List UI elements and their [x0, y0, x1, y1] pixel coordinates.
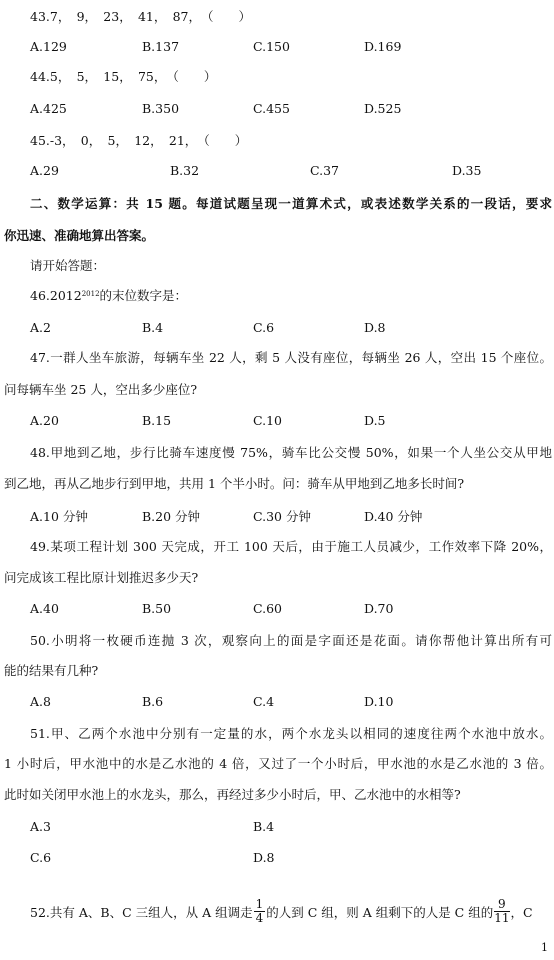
question-47: 47.一群人坐车旅游，每辆车坐 22 人，剩 5 人没有座位，每辆坐 26 人，空出 15 个座位。	[30, 350, 552, 365]
question-45: 45.-3， 0， 5， 12， 21， （ ）	[30, 133, 248, 148]
option-c: C.150	[253, 39, 290, 54]
question-52	[30, 896, 552, 930]
question-44: 44.5， 5， 15， 75， （ ）	[30, 69, 217, 84]
question-46	[30, 284, 554, 308]
fraction-one-quarter	[254, 898, 266, 925]
question-50-options	[0, 690, 554, 714]
option-d: D.40 分钟	[364, 509, 423, 524]
option-b: B.15	[142, 413, 172, 428]
section-heading-cont: 你迅速、准确地算出答案。	[4, 228, 155, 243]
option-a: A.29	[30, 163, 59, 178]
question-51-cont: 1 小时后，甲水池中的水是乙水池的 4 倍，又过了一个小时后，甲水池的水是乙水池的 3 倍。	[4, 756, 552, 771]
question-49-cont: 问完成该工程比原计划推迟多少天?	[4, 570, 199, 585]
q52-part3: ，C	[510, 905, 533, 920]
question-51-cont2: 此时如关闭甲水池上的水龙头，那么，再经过多少小时后，甲、乙水池中的水相等?	[4, 787, 461, 802]
q46-base: 46.2012	[30, 288, 82, 303]
question-43-options	[0, 35, 554, 59]
fraction-nine-elevenths	[494, 898, 509, 925]
question-47-cont: 问每辆车坐 25 人，空出多少座位?	[4, 382, 198, 397]
q46-exponent: 2012	[81, 290, 100, 298]
option-c: C.6	[253, 320, 275, 335]
q52-part2: 的人到 C 组，则 A 组剩下的人是 C 组的	[266, 905, 494, 920]
q52-part1: 52.共有 A、B、C 三组人，从 A 组调走	[30, 905, 253, 920]
frac2-numerator: 9	[494, 898, 509, 912]
section-heading: 二、数学运算：共 15 题。每道试题呈现一道算术式，或表述数学关系的一段话，要求	[30, 196, 552, 211]
option-b: B.4	[142, 320, 164, 335]
frac2-denominator: 11	[494, 911, 510, 925]
option-a: A.10 分钟	[30, 509, 88, 524]
question-47-options	[0, 409, 554, 433]
start-instruction: 请开始答题：	[30, 258, 106, 273]
question-48-cont: 到乙地，再从乙地步行到甲地，共用 1 个半小时。问：骑车从甲地到乙地多长时间?	[4, 476, 465, 491]
page-number: 1	[541, 941, 548, 954]
question-49: 49.某项工程计划 300 天完成，开工 100 天后，由于施工人员减少，工作效率下降 20%，	[30, 539, 552, 554]
question-50: 50.小明将一枚硬币连抛 3 次，观察向上的面是字面还是花面。请你帮他计算出所有可	[30, 633, 552, 648]
option-b: B.4	[253, 819, 275, 834]
question-46-options	[0, 316, 554, 340]
option-c: C.10	[253, 413, 282, 428]
question-45-options	[0, 159, 554, 183]
option-a: A.129	[30, 39, 67, 54]
option-c: C.60	[253, 601, 282, 616]
q46-text: 的末位数字是：	[99, 288, 188, 303]
option-b: B.50	[142, 601, 172, 616]
option-d: D.35	[452, 163, 482, 178]
option-b: B.137	[142, 39, 180, 54]
option-a: A.3	[30, 819, 51, 834]
question-51: 51.甲、乙两个水池中分别有一定量的水，两个水龙头以相同的速度往两个水池中放水。	[30, 726, 552, 741]
option-c: C.4	[253, 694, 275, 709]
option-d: D.525	[364, 101, 402, 116]
option-d: D.10	[364, 694, 394, 709]
option-a: A.40	[30, 601, 59, 616]
option-d: D.70	[364, 601, 394, 616]
option-a: A.20	[30, 413, 59, 428]
question-44-options	[0, 97, 554, 121]
option-d: D.8	[253, 850, 275, 865]
option-c: C.30 分钟	[253, 509, 311, 524]
question-43: 43.7， 9， 23， 41， 87， （ ）	[30, 9, 252, 24]
option-c: C.37	[310, 163, 339, 178]
option-a: A.8	[30, 694, 51, 709]
option-b: B.350	[142, 101, 180, 116]
option-b: B.6	[142, 694, 164, 709]
option-d: D.169	[364, 39, 402, 54]
frac1-numerator: 1	[255, 897, 264, 911]
option-d: D.8	[364, 320, 386, 335]
question-50-cont: 能的结果有几种?	[4, 663, 99, 678]
option-c: C.455	[253, 101, 290, 116]
question-48-options	[0, 505, 554, 529]
option-a: A.2	[30, 320, 51, 335]
option-d: D.5	[364, 413, 386, 428]
question-48: 48.甲地到乙地，步行比骑车速度慢 75%，骑车比公交慢 50%，如果一个人坐公交从甲地	[30, 445, 552, 460]
question-49-options	[0, 597, 554, 621]
option-b: B.32	[170, 163, 200, 178]
option-a: A.425	[30, 101, 67, 116]
question-51-options-row1	[0, 815, 554, 839]
frac1-denominator: 4	[255, 911, 264, 925]
option-b: B.20 分钟	[142, 509, 201, 524]
question-51-options-row2	[0, 846, 554, 870]
option-c: C.6	[30, 850, 52, 865]
